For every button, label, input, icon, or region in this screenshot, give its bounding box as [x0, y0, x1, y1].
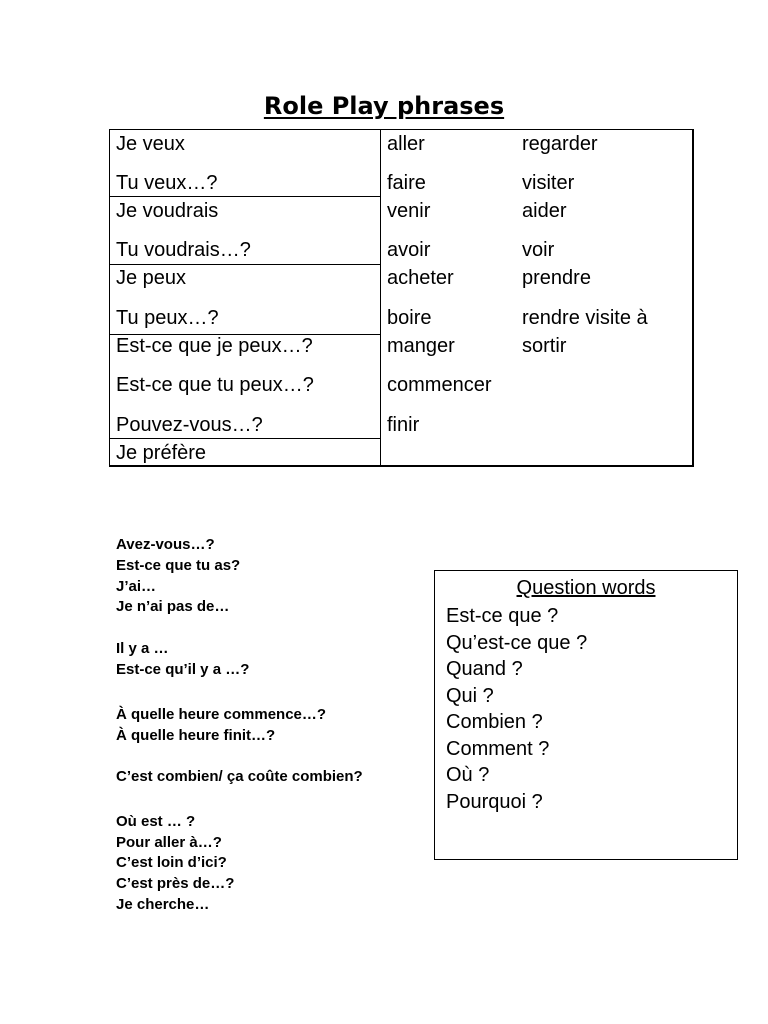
question-words-title: Question words [516, 577, 656, 599]
verb-cell: avoir [387, 239, 431, 261]
phrase-item: À quelle heure finit…? [116, 727, 276, 744]
verb-cell: faire [387, 172, 426, 194]
phrase-cell: Tu peux…? [116, 307, 219, 329]
phrase-cell: Je voudrais [116, 200, 219, 222]
phrase-cell: Est-ce que tu peux…? [116, 374, 314, 396]
question-word-item: Qu’est-ce que ? [446, 632, 588, 654]
question-word-item: Où ? [446, 764, 490, 786]
table-row-divider [109, 196, 380, 197]
page-title: Role Play phrases [263, 92, 505, 120]
verb-cell: voir [522, 239, 555, 261]
phrase-cell: Pouvez-vous…? [116, 414, 263, 436]
phrase-item: Je cherche… [116, 896, 210, 913]
table-row-divider [109, 264, 380, 265]
phrase-item: Il y a … [116, 640, 169, 657]
question-words-box [434, 570, 738, 860]
phrase-item: J’ai… [116, 578, 157, 595]
verb-table [109, 129, 694, 467]
phrase-cell: Tu veux…? [116, 172, 218, 194]
phrase-item: Avez-vous…? [116, 536, 215, 553]
phrase-item: C’est loin d’ici? [116, 854, 227, 871]
verb-cell: manger [387, 335, 455, 357]
verb-cell: aller [387, 133, 425, 155]
phrase-item: Pour aller à…? [116, 834, 222, 851]
verb-cell: acheter [387, 267, 454, 289]
verb-cell: finir [387, 414, 420, 436]
verb-cell: regarder [522, 133, 598, 155]
phrase-cell: Je préfère [116, 442, 207, 464]
verb-cell: boire [387, 307, 432, 329]
verb-table-column-divider [380, 129, 381, 467]
phrase-item: C’est combien/ ça coûte combien? [116, 768, 363, 785]
table-row-divider [109, 438, 380, 439]
question-word-item: Pourquoi ? [446, 791, 543, 813]
verb-cell: prendre [522, 267, 591, 289]
question-word-item: Quand ? [446, 658, 523, 680]
phrase-item: C’est près de…? [116, 875, 235, 892]
phrase-cell: Tu voudrais…? [116, 239, 251, 261]
question-word-item: Comment ? [446, 738, 550, 760]
verb-cell: visiter [522, 172, 575, 194]
verb-cell: commencer [387, 374, 492, 396]
verb-cell: rendre visite à [522, 307, 648, 329]
phrase-cell: Je peux [116, 267, 187, 289]
question-word-item: Combien ? [446, 711, 543, 733]
phrase-cell: Je veux [116, 133, 185, 155]
verb-cell: venir [387, 200, 431, 222]
phrase-item: Où est … ? [116, 813, 196, 830]
verb-cell: sortir [522, 335, 567, 357]
phrase-item: Est-ce que tu as? [116, 557, 241, 574]
verb-cell: aider [522, 200, 567, 222]
question-word-item: Est-ce que ? [446, 605, 559, 627]
phrase-item: Je n’ai pas de… [116, 598, 230, 615]
phrase-cell: Est-ce que je peux…? [116, 335, 313, 357]
phrase-item: Est-ce qu’il y a …? [116, 661, 250, 678]
question-word-item: Qui ? [446, 685, 494, 707]
phrase-item: À quelle heure commence…? [116, 706, 327, 723]
